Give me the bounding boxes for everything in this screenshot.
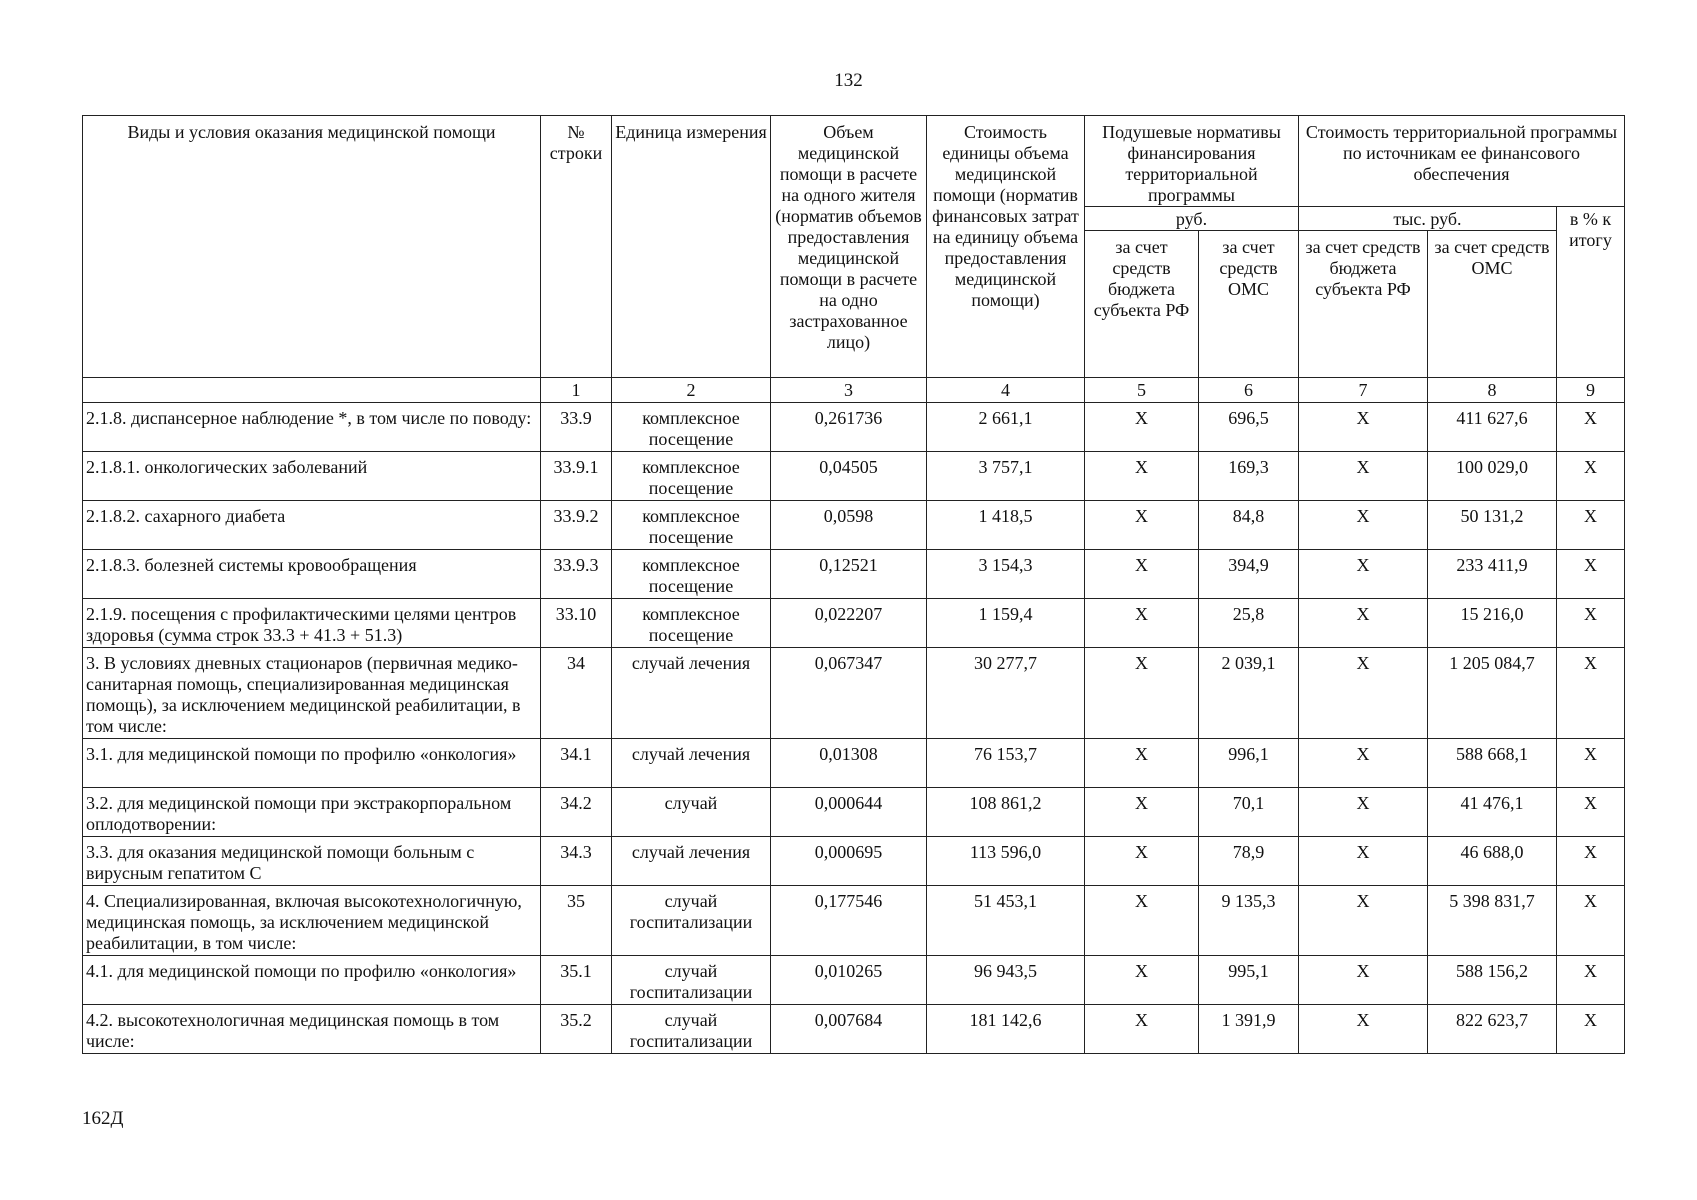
column-number: 4 (927, 378, 1085, 403)
row-number: 33.10 (541, 599, 612, 648)
row-volume: 0,177546 (771, 886, 927, 956)
row-number: 35 (541, 886, 612, 956)
row-col5: X (1085, 1005, 1199, 1054)
row-unit: случай лечения (612, 648, 771, 739)
header-oms-8: за счет средств ОМС (1428, 231, 1557, 378)
header-rub: руб. (1085, 207, 1299, 231)
row-col5: X (1085, 837, 1199, 886)
row-col8: 822 623,7 (1428, 1005, 1557, 1054)
row-volume: 0,022207 (771, 599, 927, 648)
row-volume: 0,261736 (771, 403, 927, 452)
row-name: 3.2. для медицинской помощи при экстракорпоральном оплодотворении: (83, 788, 541, 837)
header-budget-7: за счет средств бюджета субъекта РФ (1299, 231, 1428, 378)
table-row (83, 550, 1625, 599)
row-col9: X (1557, 739, 1625, 788)
header-cost: Стоимость единицы объема медицинской помощи (норматив финансовых затрат на единицу объема предоставления медицинской помощи) (927, 116, 1085, 378)
row-col6: 70,1 (1199, 788, 1299, 837)
row-name: 2.1.8.2. сахарного диабета (83, 501, 541, 550)
row-volume: 0,000644 (771, 788, 927, 837)
table-row (83, 739, 1625, 788)
header-program-cost: Стоимость территориальной программы по источникам ее финансового обеспечения (1299, 116, 1625, 207)
header-types: Виды и условия оказания медицинской помощи (83, 116, 541, 378)
column-number: 7 (1299, 378, 1428, 403)
row-col8: 50 131,2 (1428, 501, 1557, 550)
row-volume: 0,067347 (771, 648, 927, 739)
row-col8: 411 627,6 (1428, 403, 1557, 452)
row-col7: X (1299, 599, 1428, 648)
row-unit: комплексное посещение (612, 452, 771, 501)
row-name: 3. В условиях дневных стационаров (первичная медико-санитарная помощь, специализированная медицинская помощь), за исключением медицинской реабилитации, в том числе: (83, 648, 541, 739)
row-col6: 1 391,9 (1199, 1005, 1299, 1054)
row-col7: X (1299, 956, 1428, 1005)
row-col5: X (1085, 599, 1199, 648)
table-row (83, 1005, 1625, 1054)
row-col9: X (1557, 403, 1625, 452)
row-col9: X (1557, 956, 1625, 1005)
row-number: 33.9 (541, 403, 612, 452)
row-unit: комплексное посещение (612, 403, 771, 452)
row-col7: X (1299, 648, 1428, 739)
row-cost: 3 154,3 (927, 550, 1085, 599)
row-col7: X (1299, 739, 1428, 788)
row-col8: 588 156,2 (1428, 956, 1557, 1005)
row-col9: X (1557, 550, 1625, 599)
row-col9: X (1557, 648, 1625, 739)
column-number: 8 (1428, 378, 1557, 403)
row-unit: случай госпитализации (612, 1005, 771, 1054)
row-cost: 2 661,1 (927, 403, 1085, 452)
row-col6: 2 039,1 (1199, 648, 1299, 739)
row-name: 2.1.8.3. болезней системы кровообращения (83, 550, 541, 599)
table-row (83, 837, 1625, 886)
table-row (83, 452, 1625, 501)
column-number: 2 (612, 378, 771, 403)
row-name: 2.1.8.1. онкологических заболеваний (83, 452, 541, 501)
row-col7: X (1299, 886, 1428, 956)
row-name: 2.1.9. посещения с профилактическими целями центров здоровья (сумма строк 33.3 + 41.3 + 51.3) (83, 599, 541, 648)
row-cost: 181 142,6 (927, 1005, 1085, 1054)
row-number: 34.3 (541, 837, 612, 886)
row-name: 4.1. для медицинской помощи по профилю «онкология» (83, 956, 541, 1005)
row-col6: 25,8 (1199, 599, 1299, 648)
row-unit: случай госпитализации (612, 956, 771, 1005)
table-row (83, 956, 1625, 1005)
row-col6: 996,1 (1199, 739, 1299, 788)
row-cost: 108 861,2 (927, 788, 1085, 837)
row-col8: 46 688,0 (1428, 837, 1557, 886)
row-cost: 3 757,1 (927, 452, 1085, 501)
row-col5: X (1085, 648, 1199, 739)
header-budget-5: за счет средств бюджета субъекта РФ (1085, 231, 1199, 378)
row-number: 34 (541, 648, 612, 739)
column-number: 6 (1199, 378, 1299, 403)
row-col7: X (1299, 501, 1428, 550)
row-unit: комплексное посещение (612, 599, 771, 648)
row-col5: X (1085, 788, 1199, 837)
row-number: 34.2 (541, 788, 612, 837)
row-unit: случай лечения (612, 739, 771, 788)
row-col5: X (1085, 739, 1199, 788)
row-cost: 1 418,5 (927, 501, 1085, 550)
row-cost: 76 153,7 (927, 739, 1085, 788)
column-number: 1 (541, 378, 612, 403)
row-cost: 96 943,5 (927, 956, 1085, 1005)
table-row (83, 648, 1625, 739)
row-col6: 169,3 (1199, 452, 1299, 501)
row-cost: 30 277,7 (927, 648, 1085, 739)
row-col6: 995,1 (1199, 956, 1299, 1005)
row-col7: X (1299, 788, 1428, 837)
row-col8: 588 668,1 (1428, 739, 1557, 788)
row-unit: случай лечения (612, 837, 771, 886)
row-col8: 233 411,9 (1428, 550, 1557, 599)
row-name: 4.2. высокотехнологичная медицинская помощь в том числе: (83, 1005, 541, 1054)
row-volume: 0,04505 (771, 452, 927, 501)
row-col7: X (1299, 837, 1428, 886)
row-col9: X (1557, 837, 1625, 886)
row-col9: X (1557, 886, 1625, 956)
row-unit: комплексное посещение (612, 550, 771, 599)
row-unit: случай (612, 788, 771, 837)
page-number: 132 (834, 70, 863, 91)
row-col6: 696,5 (1199, 403, 1299, 452)
row-col8: 41 476,1 (1428, 788, 1557, 837)
row-number: 33.9.1 (541, 452, 612, 501)
row-name: 3.1. для медицинской помощи по профилю «онкология» (83, 739, 541, 788)
table-row (83, 403, 1625, 452)
row-col8: 100 029,0 (1428, 452, 1557, 501)
row-col8: 15 216,0 (1428, 599, 1557, 648)
row-col6: 9 135,3 (1199, 886, 1299, 956)
row-col6: 394,9 (1199, 550, 1299, 599)
row-name: 3.3. для оказания медицинской помощи больным с вирусным гепатитом С (83, 837, 541, 886)
row-number: 33.9.2 (541, 501, 612, 550)
row-col8: 1 205 084,7 (1428, 648, 1557, 739)
header-per-capita: Подушевые нормативы финансирования территориальной программы (1085, 116, 1299, 207)
row-unit: комплексное посещение (612, 501, 771, 550)
row-col9: X (1557, 501, 1625, 550)
row-col7: X (1299, 452, 1428, 501)
row-volume: 0,007684 (771, 1005, 927, 1054)
row-col7: X (1299, 1005, 1428, 1054)
header-percent-total: в % к итогу (1557, 207, 1625, 378)
row-volume: 0,01308 (771, 739, 927, 788)
row-col8: 5 398 831,7 (1428, 886, 1557, 956)
header-row-no: № строки (541, 116, 612, 378)
row-col6: 78,9 (1199, 837, 1299, 886)
header-thous-rub: тыс. руб. (1299, 207, 1557, 231)
table-row (83, 788, 1625, 837)
header-unit: Единица измерения (612, 116, 771, 378)
row-cost: 51 453,1 (927, 886, 1085, 956)
row-col5: X (1085, 501, 1199, 550)
table-row (83, 599, 1625, 648)
row-name: 2.1.8. диспансерное наблюдение *, в том числе по поводу: (83, 403, 541, 452)
row-col5: X (1085, 886, 1199, 956)
row-col9: X (1557, 452, 1625, 501)
column-number: 9 (1557, 378, 1625, 403)
row-col6: 84,8 (1199, 501, 1299, 550)
financing-table (82, 115, 1625, 1054)
row-col7: X (1299, 550, 1428, 599)
row-number: 35.2 (541, 1005, 612, 1054)
column-number-row (83, 378, 1625, 403)
row-cost: 113 596,0 (927, 837, 1085, 886)
row-col9: X (1557, 599, 1625, 648)
row-col5: X (1085, 956, 1199, 1005)
row-volume: 0,010265 (771, 956, 927, 1005)
row-col9: X (1557, 788, 1625, 837)
row-cost: 1 159,4 (927, 599, 1085, 648)
row-unit: случай госпитализации (612, 886, 771, 956)
row-col7: X (1299, 403, 1428, 452)
row-col9: X (1557, 1005, 1625, 1054)
column-number: 5 (1085, 378, 1199, 403)
row-number: 34.1 (541, 739, 612, 788)
row-number: 35.1 (541, 956, 612, 1005)
column-number-blank (83, 378, 541, 403)
row-number: 33.9.3 (541, 550, 612, 599)
row-volume: 0,0598 (771, 501, 927, 550)
header-volume: Объем медицинской помощи в расчете на одного жителя (норматив объемов предоставления медицинской помощи в расчете на одно застрахованное лицо) (771, 116, 927, 378)
document-code: 162Д (82, 1108, 124, 1129)
header-oms-6: за счет средств ОМС (1199, 231, 1299, 378)
table-row (83, 886, 1625, 956)
row-col5: X (1085, 550, 1199, 599)
row-col5: X (1085, 403, 1199, 452)
row-volume: 0,12521 (771, 550, 927, 599)
row-name: 4. Специализированная, включая высокотехнологичную, медицинская помощь, за исключением медицинской реабилитации, в том числе: (83, 886, 541, 956)
row-col5: X (1085, 452, 1199, 501)
table-row (83, 501, 1625, 550)
column-number: 3 (771, 378, 927, 403)
row-volume: 0,000695 (771, 837, 927, 886)
